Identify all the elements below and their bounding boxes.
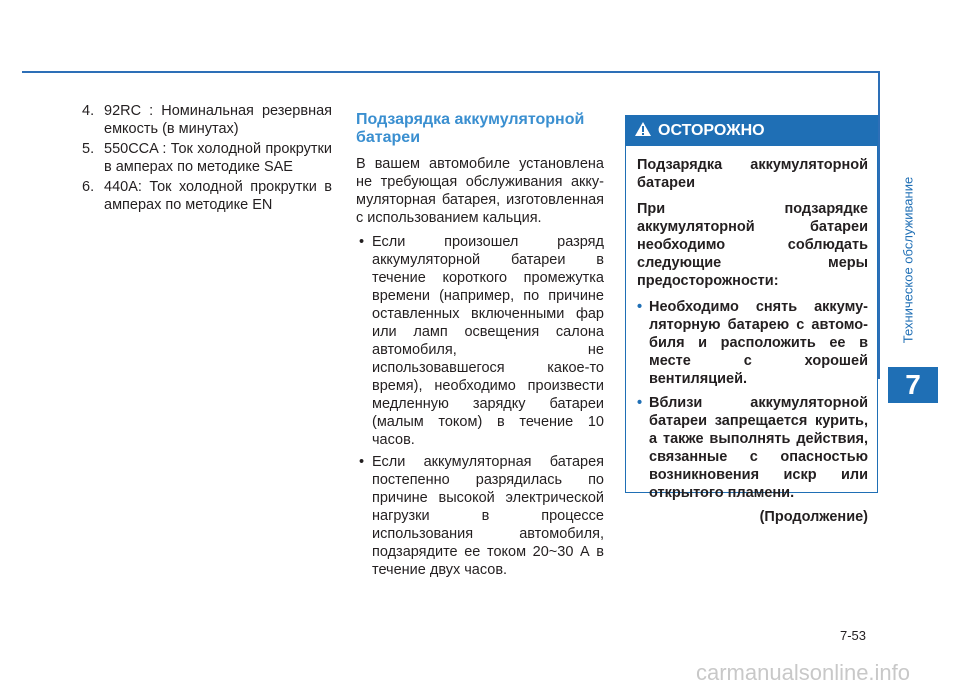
list-item (356, 453, 604, 579)
warning-body (626, 146, 877, 526)
section-side-label: Техническое обслуживание (900, 176, 916, 344)
warning-box (625, 115, 878, 525)
bullet-icon: • (637, 299, 643, 315)
list-item-text: 92RC : Номинальная резервная емкость (в минутах) (104, 103, 332, 137)
section-title: Подзарядка аккумуляторной батареи (356, 111, 585, 146)
list-item-number: 4. (82, 103, 95, 119)
warning-triangle-icon (634, 121, 652, 142)
warning-title: Подзарядка аккумуляторной батареи (637, 157, 868, 191)
list-item (82, 140, 332, 176)
bullet-icon: • (359, 454, 365, 470)
page-number: 7-53 (840, 628, 867, 643)
bullet-text: Если аккумуляторная батарея постепенно разрядилась по причине высокой электрической нагрузки в процессе использования автомобиля, подзарядите ее током 20~30 А в течение двух часов. (372, 454, 604, 578)
battery-spec-list (82, 102, 332, 216)
charging-section (356, 111, 604, 583)
bullet-icon: • (359, 234, 365, 250)
side-rule (878, 71, 880, 379)
list-item-text: 440A: Ток холодной прокрутки в амперах по методике EN (104, 179, 332, 213)
warning-bullet-text: Необходимо снять аккуму-ляторную батарею с автомо-биля и расположить ее в месте с хорошей вентиляцией. (649, 299, 868, 387)
list-item-number: 6. (82, 179, 95, 195)
list-item-text: 550CCA : Ток холодной прокрутки в амперах по методике SAE (104, 141, 332, 175)
chapter-tab: 7 (888, 367, 938, 403)
bullet-text: Если произошел разряд аккумуляторной батареи в течение короткого промежутка времени (например, по причине оставленных включенными фар или ламп освещения салона автомобиля, не использовавшегося какое-то время), необходимо произвести медленную зарядку батареи (малым током) в течение 10 часов. (372, 234, 604, 448)
watermark: carmanualsonline.info (696, 660, 911, 685)
list-item (356, 233, 604, 449)
warning-intro: При подзарядке аккумуляторной батареи необходимо соблюдать следующие меры предосторожности: (637, 201, 868, 289)
continued-label: (Продолжение) (759, 509, 868, 525)
list-item (637, 394, 868, 502)
warning-bullet-text: Вблизи аккумуляторной батареи запрещается курить, а также выполнять действия, связанные с опасностью возникновения искр или открытого пламени. (649, 395, 868, 501)
top-rule (22, 71, 879, 73)
warning-header (626, 116, 877, 146)
list-item (637, 298, 868, 388)
warning-header-label: ОСТОРОЖНО (658, 122, 765, 139)
list-item-number: 5. (82, 141, 95, 157)
bullet-icon: • (637, 395, 643, 411)
list-item (82, 178, 332, 214)
list-item (82, 102, 332, 138)
section-intro: В вашем автомобиле установлена не требующая обслуживания акку-муляторная батарея, изготовленная с использованием кальция. (356, 156, 604, 226)
